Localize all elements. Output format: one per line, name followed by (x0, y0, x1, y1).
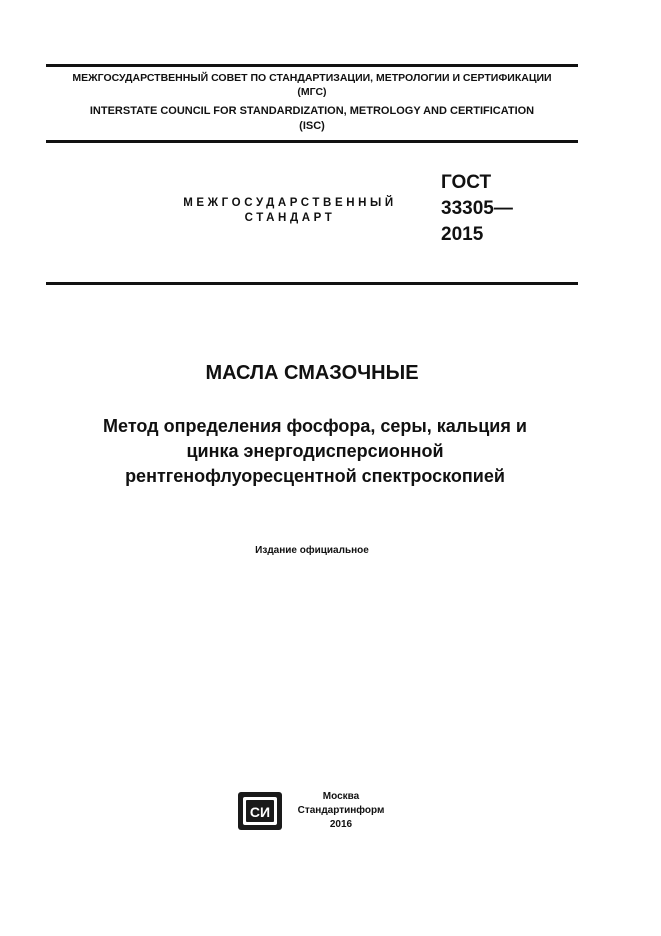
publisher-year: 2016 (329, 819, 353, 830)
standard-type-line1: МЕЖГОСУДАРСТВЕННЫЙ (183, 197, 397, 209)
council-abbr-en: (ISC) (299, 120, 325, 132)
top-rule (46, 64, 578, 67)
designation-rule (46, 282, 578, 285)
document-title: МАСЛА СМАЗОЧНЫЕ (205, 362, 419, 384)
publisher-block (292, 790, 390, 832)
gost-year: 2015 (441, 224, 484, 245)
council-abbr-ru: (МГС) (297, 86, 327, 98)
council-name-ru: МЕЖГОСУДАРСТВЕННЫЙ СОВЕТ ПО СТАНДАРТИЗАЦИИ, МЕТРОЛОГИИ И СЕРТИФИКАЦИИ (72, 72, 552, 84)
council-name-en: INTERSTATE COUNCIL FOR STANDARDIZATION, METROLOGY AND CERTIFICATION (89, 105, 535, 117)
standartinform-logo-icon (238, 792, 282, 830)
gost-label: ГОСТ (441, 172, 492, 193)
publisher-city: Москва (322, 791, 360, 802)
gost-designation (441, 170, 513, 248)
document-subtitle (60, 414, 570, 489)
logo-text: СИ (249, 804, 271, 820)
subtitle-line: рентгенофлуоресцентной спектроскопией (125, 466, 505, 486)
edition-note: Издание официальное (255, 545, 369, 556)
header-rule (46, 140, 578, 143)
gost-number: 33305— (441, 198, 513, 219)
subtitle-line: цинка энергодисперсионной (186, 441, 444, 461)
publisher-name: Стандартинформ (297, 805, 385, 816)
subtitle-line: Метод определения фосфора, серы, кальция и (103, 416, 527, 436)
standard-type-line2: СТАНДАРТ (244, 212, 336, 224)
standard-type (170, 196, 410, 226)
